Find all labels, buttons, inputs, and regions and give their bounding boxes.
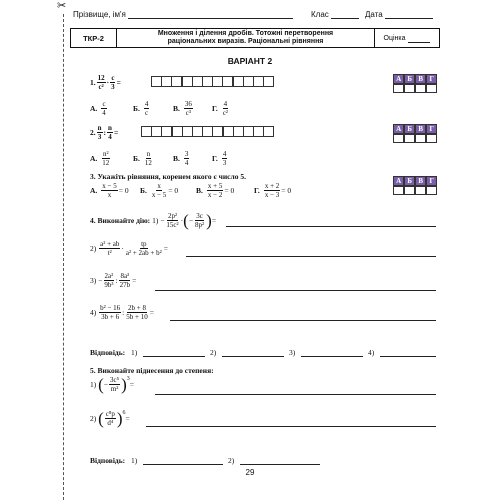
date-label: Дата [365, 10, 383, 19]
answer-line[interactable] [380, 356, 436, 357]
test-code: ТКР-2 [71, 29, 117, 47]
cut-line [63, 14, 64, 500]
task-4-answer-slot-4: 4) [368, 348, 375, 357]
task-2-expression: 2. $\frac{n}{3}$ : $\frac{n}{4}$ = [90, 124, 119, 141]
scissors-icon: ✂ [57, 0, 67, 12]
task-2-choice-grid[interactable]: А Б В Г [393, 124, 437, 143]
task-3-option-d: Г. $\frac{x + 2}{x - 3}$ = 0 [254, 182, 292, 199]
class-line [331, 10, 359, 19]
task-1-option-a: А. $\frac{c}{4}$ [90, 100, 106, 117]
task-5-text: 5. Виконайте піднесення до степеня: [90, 366, 214, 375]
answer-line[interactable] [146, 426, 436, 427]
task-4-answer-label: Відповідь: [90, 348, 126, 357]
task-3-option-a: А. $\frac{x - 5}{x}$ = 0 [90, 182, 129, 199]
task-5-answer-label: Відповідь: [90, 456, 126, 465]
title-line-1: Множення і ділення дробів. Тотожні перетворення [157, 30, 334, 37]
task-2-number: 2. [90, 128, 96, 137]
answer-line[interactable] [155, 290, 436, 291]
name-field[interactable] [73, 10, 293, 19]
answer-line[interactable] [170, 320, 436, 321]
answer-line[interactable] [222, 356, 284, 357]
class-label: Клас [311, 10, 329, 19]
task-3-text: 3. Укажіть рівняння, коренем якого є число 5. [90, 172, 246, 181]
task-2-option-d: Г. $\frac{4}{3}$ [212, 150, 227, 167]
task-1-answer-grid[interactable] [151, 76, 273, 87]
class-field[interactable] [311, 10, 359, 19]
task-4-item-3: 3) − $\frac{\text{2a²}}{\text{9b³}}$ : $\frac{\text{8a³}}{27b}$ = [90, 272, 137, 289]
task-2-option-a: А. $\frac{\text{n²}}{12}$ [90, 150, 110, 167]
page-number: 29 [245, 468, 255, 477]
title-line-2: раціональних виразів. Раціональні рівняння [167, 38, 324, 45]
answer-line[interactable] [186, 256, 436, 257]
grade-cell[interactable] [375, 29, 439, 47]
task-1-expression: 1. $\frac{12}{\text{c²}}$ · $\frac{c}{3}$ = [90, 74, 121, 91]
task-4-answer-slot-3: 3) [289, 348, 296, 357]
task-4-answer-slot-2: 2) [210, 348, 217, 357]
task-2-answer-grid[interactable] [141, 126, 274, 137]
answer-line[interactable] [143, 356, 205, 357]
fraction: $\frac{12}{\text{c²}}$ [97, 74, 105, 91]
grade-line [408, 34, 430, 43]
task-1-option-b: Б. $\frac{4}{c}$ [133, 100, 149, 117]
date-field[interactable] [365, 10, 433, 19]
answer-line[interactable] [155, 394, 436, 395]
task-5-answer-slot-1: 1) [131, 456, 138, 465]
answer-line[interactable] [226, 226, 436, 227]
fraction: $\frac{c}{3}$ [111, 74, 115, 91]
task-1-option-c: В. $\frac{36}{\text{c³}}$ [173, 100, 192, 117]
task-1-option-d: Г. $\frac{4}{\text{c²}}$ [212, 100, 229, 117]
task-5-item-1: 1) ( − $\frac{\text{3c⁵}}{\text{m²}}$ ) $^3$ = [90, 375, 134, 394]
task-2-option-c: В. $\frac{3}{4}$ [173, 150, 189, 167]
task-5-item-2: 2) ( $\frac{\text{c⁸p}}{\text{d⁴}}$ ) $^6$ = [90, 409, 130, 428]
name-label: Прізвище, ім'я [73, 10, 126, 19]
task-1-number: 1. [90, 78, 96, 87]
answer-line[interactable] [301, 356, 363, 357]
task-4-answer-slot-1: 1) [131, 348, 138, 357]
variant-title: ВАРІАНТ 2 [227, 56, 273, 66]
name-line [128, 10, 293, 19]
date-line [385, 10, 433, 19]
task-4-item-2: 2) $\frac{\text{a² + ab}}{\text{t²}}$ · $\frac{tp}{\text{a² + 2ab + b²}}$ = [90, 240, 168, 257]
title-table [70, 28, 440, 48]
test-title [117, 29, 375, 47]
task-3-choice-grid[interactable]: А Б В Г [393, 176, 437, 195]
task-1-choice-grid[interactable]: А Б В Г [393, 74, 437, 93]
task-3-option-b: Б. $\frac{x}{x - 5}$ = 0 [140, 182, 179, 199]
task-4-item-4: 4) $\frac{\text{b² − 16}}{3b + 6}$ : $\frac{2b + 8}{5b + 10}$ = [90, 304, 154, 321]
answer-line[interactable] [240, 464, 320, 465]
grade-label: Оцінка [383, 34, 406, 42]
task-4-item-1: 4. Виконайте дію: 1) − $\frac{\text{2p²}}{\text{15c²}}$ · ( − $\frac{3c}{\text{8p²}}$ ) = [90, 211, 217, 230]
task-3-option-c: В. $\frac{x + 5}{x - 2}$ = 0 [196, 182, 235, 199]
task-5-answer-slot-2: 2) [228, 456, 235, 465]
answer-line[interactable] [143, 464, 223, 465]
task-2-option-b: Б. $\frac{n}{12}$ [133, 150, 152, 167]
